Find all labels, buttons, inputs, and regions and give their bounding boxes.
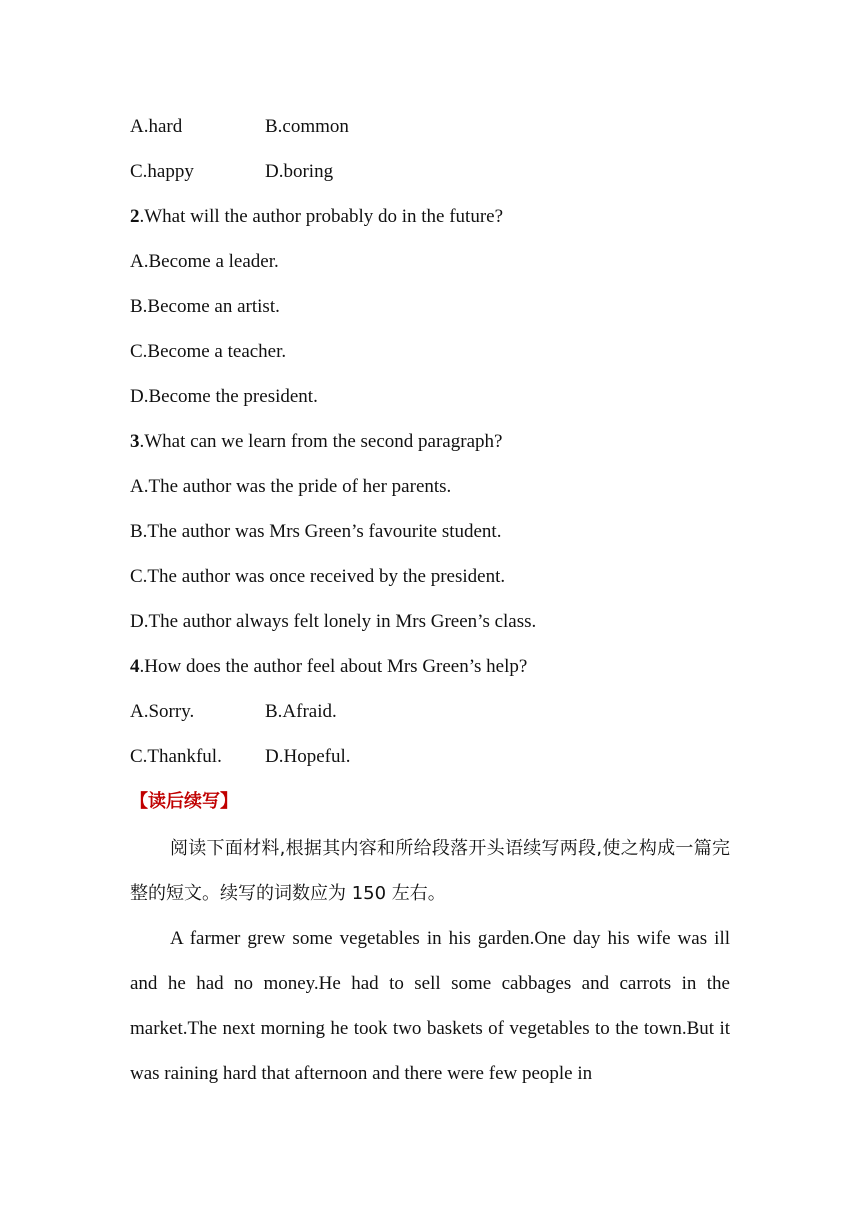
q2-option-d: D.Become the president. [130, 386, 318, 407]
question-4 [130, 655, 527, 679]
q4-options-row-1 [130, 700, 337, 724]
q4-option-b: B.Afraid. [265, 701, 337, 722]
q4-option-a: A.Sorry. [130, 701, 195, 722]
question-2-number: 2 [130, 206, 140, 227]
q1-option-c: C.happy [130, 161, 194, 182]
section-title: 【读后续写】 [130, 791, 238, 812]
q3-option-b: B.The author was Mrs Green’s favourite student. [130, 521, 502, 542]
q1-option-d: D.boring [265, 161, 334, 182]
passage-paragraph: A farmer grew some vegetables in his garden.One day his wife was ill and he had no money.He had to sell some cabbages and carrots in the market.The next morning he took two baskets of vegetables to the town.But it was raining hard that afternoon and there were few people in [130, 928, 730, 1084]
question-4-number: 4 [130, 656, 140, 677]
q4-option-c: C.Thankful. [130, 746, 222, 767]
q1-option-a: A.hard [130, 116, 183, 137]
q3-option-d: D.The author always felt lonely in Mrs Green’s class. [130, 611, 537, 632]
q4-options-row-2 [130, 745, 351, 769]
q2-option-c: C.Become a teacher. [130, 341, 287, 362]
q3-option-a: A.The author was the pride of her parents. [130, 476, 452, 497]
question-3-text: .What can we learn from the second paragraph? [139, 431, 503, 452]
question-3-number: 3 [130, 431, 140, 452]
q1-options-row-1 [130, 115, 349, 139]
q1-option-b: B.common [265, 116, 349, 137]
q1-options-row-2 [130, 160, 334, 184]
question-3 [130, 430, 502, 454]
question-2 [130, 205, 503, 229]
q2-option-b: B.Become an artist. [130, 296, 280, 317]
q2-option-a: A.Become a leader. [130, 251, 279, 272]
q3-option-c: C.The author was once received by the president. [130, 566, 506, 587]
instruction-paragraph: 阅读下面材料,根据其内容和所给段落开头语续写两段,使之构成一篇完整的短文。续写的词数应为 150 左右。 [130, 838, 730, 904]
q4-option-d: D.Hopeful. [265, 746, 351, 767]
question-4-text: .How does the author feel about Mrs Green’s help? [139, 656, 528, 677]
question-2-text: .What will the author probably do in the future? [139, 206, 504, 227]
